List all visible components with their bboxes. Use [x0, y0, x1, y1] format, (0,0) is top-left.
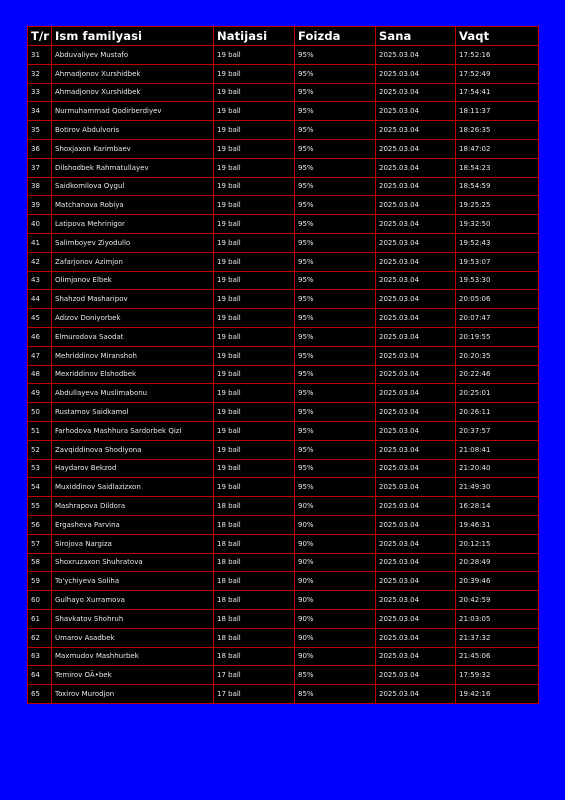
cell-full-name: Shoxjaxon Karimbaev — [52, 139, 214, 158]
cell-index: 45 — [28, 309, 52, 328]
cell-index: 54 — [28, 478, 52, 497]
cell-result: 18 ball — [214, 591, 295, 610]
cell-index: 51 — [28, 421, 52, 440]
cell-result: 19 ball — [214, 177, 295, 196]
cell-percent: 85% — [295, 666, 376, 685]
table-body — [28, 46, 539, 704]
cell-percent: 90% — [295, 572, 376, 591]
cell-date: 2025.03.04 — [376, 121, 456, 140]
cell-date: 2025.03.04 — [376, 685, 456, 704]
cell-result: 19 ball — [214, 196, 295, 215]
cell-full-name: Abdullayeva Muslimabonu — [52, 384, 214, 403]
cell-date: 2025.03.04 — [376, 327, 456, 346]
cell-index: 44 — [28, 290, 52, 309]
cell-index: 58 — [28, 553, 52, 572]
cell-date: 2025.03.04 — [376, 46, 456, 65]
table-row — [28, 497, 539, 516]
cell-time: 20:19:55 — [456, 327, 539, 346]
cell-time: 20:28:49 — [456, 553, 539, 572]
cell-result: 19 ball — [214, 327, 295, 346]
cell-percent: 90% — [295, 647, 376, 666]
cell-full-name: Shavkatov Shohruh — [52, 609, 214, 628]
cell-date: 2025.03.04 — [376, 233, 456, 252]
cell-full-name: Elmurodova Saodat — [52, 327, 214, 346]
cell-full-name: Nurmuhammad Qodirberdiyev — [52, 102, 214, 121]
cell-result: 19 ball — [214, 440, 295, 459]
cell-date: 2025.03.04 — [376, 609, 456, 628]
cell-percent: 95% — [295, 365, 376, 384]
cell-time: 20:39:46 — [456, 572, 539, 591]
cell-result: 18 ball — [214, 572, 295, 591]
cell-date: 2025.03.04 — [376, 102, 456, 121]
cell-percent: 95% — [295, 64, 376, 83]
cell-full-name: Ahmadjonov Xurshidbek — [52, 83, 214, 102]
cell-index: 42 — [28, 252, 52, 271]
cell-index: 60 — [28, 591, 52, 610]
cell-time: 19:52:43 — [456, 233, 539, 252]
cell-result: 19 ball — [214, 139, 295, 158]
cell-result: 19 ball — [214, 252, 295, 271]
cell-date: 2025.03.04 — [376, 534, 456, 553]
table-row — [28, 534, 539, 553]
table-row — [28, 440, 539, 459]
cell-result: 19 ball — [214, 83, 295, 102]
cell-percent: 95% — [295, 215, 376, 234]
table-row — [28, 515, 539, 534]
table-row — [28, 346, 539, 365]
cell-time: 21:03:05 — [456, 609, 539, 628]
cell-index: 41 — [28, 233, 52, 252]
cell-index: 53 — [28, 459, 52, 478]
cell-percent: 95% — [295, 271, 376, 290]
cell-date: 2025.03.04 — [376, 158, 456, 177]
header-time: Vaqt — [456, 27, 539, 46]
cell-date: 2025.03.04 — [376, 421, 456, 440]
cell-full-name: Mexriddinov Elshodbek — [52, 365, 214, 384]
cell-full-name: Temirov OÃ•bek — [52, 666, 214, 685]
cell-result: 19 ball — [214, 233, 295, 252]
cell-date: 2025.03.04 — [376, 215, 456, 234]
cell-time: 18:54:59 — [456, 177, 539, 196]
table-row — [28, 290, 539, 309]
table-row — [28, 102, 539, 121]
cell-full-name: Ergasheva Parvina — [52, 515, 214, 534]
cell-date: 2025.03.04 — [376, 271, 456, 290]
cell-time: 21:49:30 — [456, 478, 539, 497]
cell-full-name: Zafarjonov Azimjon — [52, 252, 214, 271]
cell-percent: 85% — [295, 685, 376, 704]
cell-time: 20:12:15 — [456, 534, 539, 553]
table-row — [28, 46, 539, 65]
header-index: T/r — [28, 27, 52, 46]
cell-time: 19:53:07 — [456, 252, 539, 271]
cell-full-name: Rustamov Saidkamol — [52, 403, 214, 422]
cell-full-name: Shahzod Masharipov — [52, 290, 214, 309]
cell-index: 35 — [28, 121, 52, 140]
cell-index: 37 — [28, 158, 52, 177]
cell-index: 38 — [28, 177, 52, 196]
cell-date: 2025.03.04 — [376, 177, 456, 196]
cell-index: 32 — [28, 64, 52, 83]
cell-full-name: Matchanova Robiya — [52, 196, 214, 215]
cell-percent: 95% — [295, 403, 376, 422]
cell-result: 18 ball — [214, 628, 295, 647]
cell-percent: 95% — [295, 196, 376, 215]
cell-full-name: Salimboyev Ziyodullo — [52, 233, 214, 252]
cell-percent: 95% — [295, 346, 376, 365]
cell-result: 19 ball — [214, 102, 295, 121]
cell-result: 19 ball — [214, 290, 295, 309]
table-row — [28, 666, 539, 685]
table-row — [28, 403, 539, 422]
cell-time: 19:32:50 — [456, 215, 539, 234]
header-percent: Foizda — [295, 27, 376, 46]
cell-index: 52 — [28, 440, 52, 459]
cell-index: 39 — [28, 196, 52, 215]
cell-full-name: To'ychiyeva Soliha — [52, 572, 214, 591]
table-row — [28, 365, 539, 384]
cell-time: 21:20:40 — [456, 459, 539, 478]
cell-result: 19 ball — [214, 346, 295, 365]
cell-time: 18:11:37 — [456, 102, 539, 121]
cell-date: 2025.03.04 — [376, 196, 456, 215]
cell-index: 59 — [28, 572, 52, 591]
cell-percent: 95% — [295, 421, 376, 440]
cell-date: 2025.03.04 — [376, 515, 456, 534]
table-row — [28, 647, 539, 666]
table-row — [28, 553, 539, 572]
table-row — [28, 572, 539, 591]
cell-full-name: Maxmudov Mashhurbek — [52, 647, 214, 666]
cell-index: 55 — [28, 497, 52, 516]
cell-time: 19:46:31 — [456, 515, 539, 534]
cell-index: 33 — [28, 83, 52, 102]
cell-index: 34 — [28, 102, 52, 121]
table-header-row — [28, 27, 539, 46]
cell-date: 2025.03.04 — [376, 497, 456, 516]
cell-percent: 95% — [295, 121, 376, 140]
table-row — [28, 83, 539, 102]
cell-date: 2025.03.04 — [376, 83, 456, 102]
cell-percent: 95% — [295, 102, 376, 121]
cell-time: 20:25:01 — [456, 384, 539, 403]
cell-time: 21:37:32 — [456, 628, 539, 647]
table-row — [28, 421, 539, 440]
cell-percent: 95% — [295, 252, 376, 271]
table-row — [28, 628, 539, 647]
cell-time: 17:52:16 — [456, 46, 539, 65]
cell-result: 19 ball — [214, 478, 295, 497]
cell-percent: 95% — [295, 158, 376, 177]
cell-index: 46 — [28, 327, 52, 346]
cell-time: 18:47:02 — [456, 139, 539, 158]
header-full-name: Ism familyasi — [52, 27, 214, 46]
cell-full-name: Zavqiddinova Shodiyona — [52, 440, 214, 459]
cell-index: 50 — [28, 403, 52, 422]
cell-percent: 95% — [295, 233, 376, 252]
table-row — [28, 233, 539, 252]
table-row — [28, 252, 539, 271]
cell-date: 2025.03.04 — [376, 64, 456, 83]
cell-percent: 90% — [295, 515, 376, 534]
cell-index: 65 — [28, 685, 52, 704]
cell-full-name: Shoxruzaxon Shuhratova — [52, 553, 214, 572]
cell-percent: 95% — [295, 459, 376, 478]
cell-percent: 90% — [295, 628, 376, 647]
results-table — [27, 26, 539, 704]
cell-percent: 95% — [295, 309, 376, 328]
cell-date: 2025.03.04 — [376, 384, 456, 403]
cell-result: 17 ball — [214, 685, 295, 704]
cell-index: 48 — [28, 365, 52, 384]
cell-percent: 90% — [295, 591, 376, 610]
cell-index: 62 — [28, 628, 52, 647]
cell-time: 20:05:06 — [456, 290, 539, 309]
cell-percent: 95% — [295, 139, 376, 158]
cell-percent: 95% — [295, 327, 376, 346]
cell-index: 61 — [28, 609, 52, 628]
cell-percent: 90% — [295, 609, 376, 628]
cell-time: 20:26:11 — [456, 403, 539, 422]
cell-date: 2025.03.04 — [376, 459, 456, 478]
cell-result: 19 ball — [214, 64, 295, 83]
cell-date: 2025.03.04 — [376, 591, 456, 610]
cell-date: 2025.03.04 — [376, 628, 456, 647]
cell-result: 19 ball — [214, 121, 295, 140]
table-row — [28, 158, 539, 177]
table-row — [28, 459, 539, 478]
cell-full-name: Toxirov Murodjon — [52, 685, 214, 704]
cell-time: 18:54:23 — [456, 158, 539, 177]
table-row — [28, 384, 539, 403]
cell-time: 20:37:57 — [456, 421, 539, 440]
cell-result: 19 ball — [214, 158, 295, 177]
cell-time: 21:45:06 — [456, 647, 539, 666]
cell-time: 19:25:25 — [456, 196, 539, 215]
table-row — [28, 327, 539, 346]
table-row — [28, 139, 539, 158]
cell-index: 47 — [28, 346, 52, 365]
cell-index: 57 — [28, 534, 52, 553]
cell-full-name: Abduvaliyev Mustafo — [52, 46, 214, 65]
cell-index: 31 — [28, 46, 52, 65]
cell-date: 2025.03.04 — [376, 346, 456, 365]
cell-date: 2025.03.04 — [376, 365, 456, 384]
cell-time: 19:53:30 — [456, 271, 539, 290]
cell-full-name: Latipova Mehrinigor — [52, 215, 214, 234]
cell-time: 21:08:41 — [456, 440, 539, 459]
cell-full-name: Mehriddinov Miranshoh — [52, 346, 214, 365]
cell-date: 2025.03.04 — [376, 290, 456, 309]
cell-percent: 90% — [295, 553, 376, 572]
table-row — [28, 177, 539, 196]
table-row — [28, 685, 539, 704]
cell-index: 40 — [28, 215, 52, 234]
cell-full-name: Adizov Doniyorbek — [52, 309, 214, 328]
cell-result: 19 ball — [214, 459, 295, 478]
cell-date: 2025.03.04 — [376, 252, 456, 271]
cell-full-name: Farhodova Mashhura Sardorbek Qizi — [52, 421, 214, 440]
cell-result: 18 ball — [214, 534, 295, 553]
table-row — [28, 121, 539, 140]
cell-time: 20:42:59 — [456, 591, 539, 610]
cell-date: 2025.03.04 — [376, 553, 456, 572]
cell-result: 19 ball — [214, 421, 295, 440]
cell-time: 18:26:35 — [456, 121, 539, 140]
cell-percent: 95% — [295, 440, 376, 459]
header-result: Natijasi — [214, 27, 295, 46]
cell-percent: 95% — [295, 384, 376, 403]
cell-index: 56 — [28, 515, 52, 534]
cell-date: 2025.03.04 — [376, 478, 456, 497]
cell-time: 17:54:41 — [456, 83, 539, 102]
table-row — [28, 478, 539, 497]
cell-full-name: Haydarov Bekzod — [52, 459, 214, 478]
cell-result: 19 ball — [214, 215, 295, 234]
cell-full-name: Gulhayo Xurramova — [52, 591, 214, 610]
cell-result: 17 ball — [214, 666, 295, 685]
cell-index: 63 — [28, 647, 52, 666]
table-row — [28, 196, 539, 215]
cell-date: 2025.03.04 — [376, 647, 456, 666]
table-row — [28, 271, 539, 290]
cell-time: 20:20:35 — [456, 346, 539, 365]
cell-full-name: Muxiddinov Saidlazizxon — [52, 478, 214, 497]
cell-result: 19 ball — [214, 403, 295, 422]
cell-date: 2025.03.04 — [376, 572, 456, 591]
cell-result: 19 ball — [214, 46, 295, 65]
cell-time: 19:42:16 — [456, 685, 539, 704]
cell-result: 18 ball — [214, 553, 295, 572]
header-date: Sana — [376, 27, 456, 46]
cell-time: 20:22:46 — [456, 365, 539, 384]
cell-full-name: Sirojova Nargiza — [52, 534, 214, 553]
cell-date: 2025.03.04 — [376, 309, 456, 328]
table-row — [28, 309, 539, 328]
cell-result: 19 ball — [214, 384, 295, 403]
table-row — [28, 215, 539, 234]
cell-result: 19 ball — [214, 365, 295, 384]
cell-result: 18 ball — [214, 609, 295, 628]
cell-date: 2025.03.04 — [376, 403, 456, 422]
cell-percent: 90% — [295, 534, 376, 553]
table-row — [28, 609, 539, 628]
cell-full-name: Mashrapova Dildora — [52, 497, 214, 516]
cell-full-name: Dilshodbek Rahmatullayev — [52, 158, 214, 177]
cell-index: 36 — [28, 139, 52, 158]
cell-percent: 95% — [295, 478, 376, 497]
cell-result: 18 ball — [214, 497, 295, 516]
table-row — [28, 64, 539, 83]
cell-percent: 90% — [295, 497, 376, 516]
cell-percent: 95% — [295, 177, 376, 196]
cell-result: 18 ball — [214, 515, 295, 534]
table-row — [28, 591, 539, 610]
cell-date: 2025.03.04 — [376, 139, 456, 158]
cell-full-name: Ahmadjonov Xurshidbek — [52, 64, 214, 83]
cell-time: 17:59:32 — [456, 666, 539, 685]
cell-full-name: Olimjonov Elbek — [52, 271, 214, 290]
cell-index: 43 — [28, 271, 52, 290]
cell-full-name: Botirov Abdulvoris — [52, 121, 214, 140]
cell-index: 64 — [28, 666, 52, 685]
cell-percent: 95% — [295, 46, 376, 65]
cell-percent: 95% — [295, 290, 376, 309]
cell-index: 49 — [28, 384, 52, 403]
cell-time: 16:28:14 — [456, 497, 539, 516]
cell-time: 17:52:49 — [456, 64, 539, 83]
cell-full-name: Saidkomilova Oygul — [52, 177, 214, 196]
cell-result: 19 ball — [214, 309, 295, 328]
cell-result: 18 ball — [214, 647, 295, 666]
cell-time: 20:07:47 — [456, 309, 539, 328]
cell-date: 2025.03.04 — [376, 440, 456, 459]
cell-full-name: Umarov Asadbek — [52, 628, 214, 647]
cell-date: 2025.03.04 — [376, 666, 456, 685]
cell-percent: 95% — [295, 83, 376, 102]
cell-result: 19 ball — [214, 271, 295, 290]
